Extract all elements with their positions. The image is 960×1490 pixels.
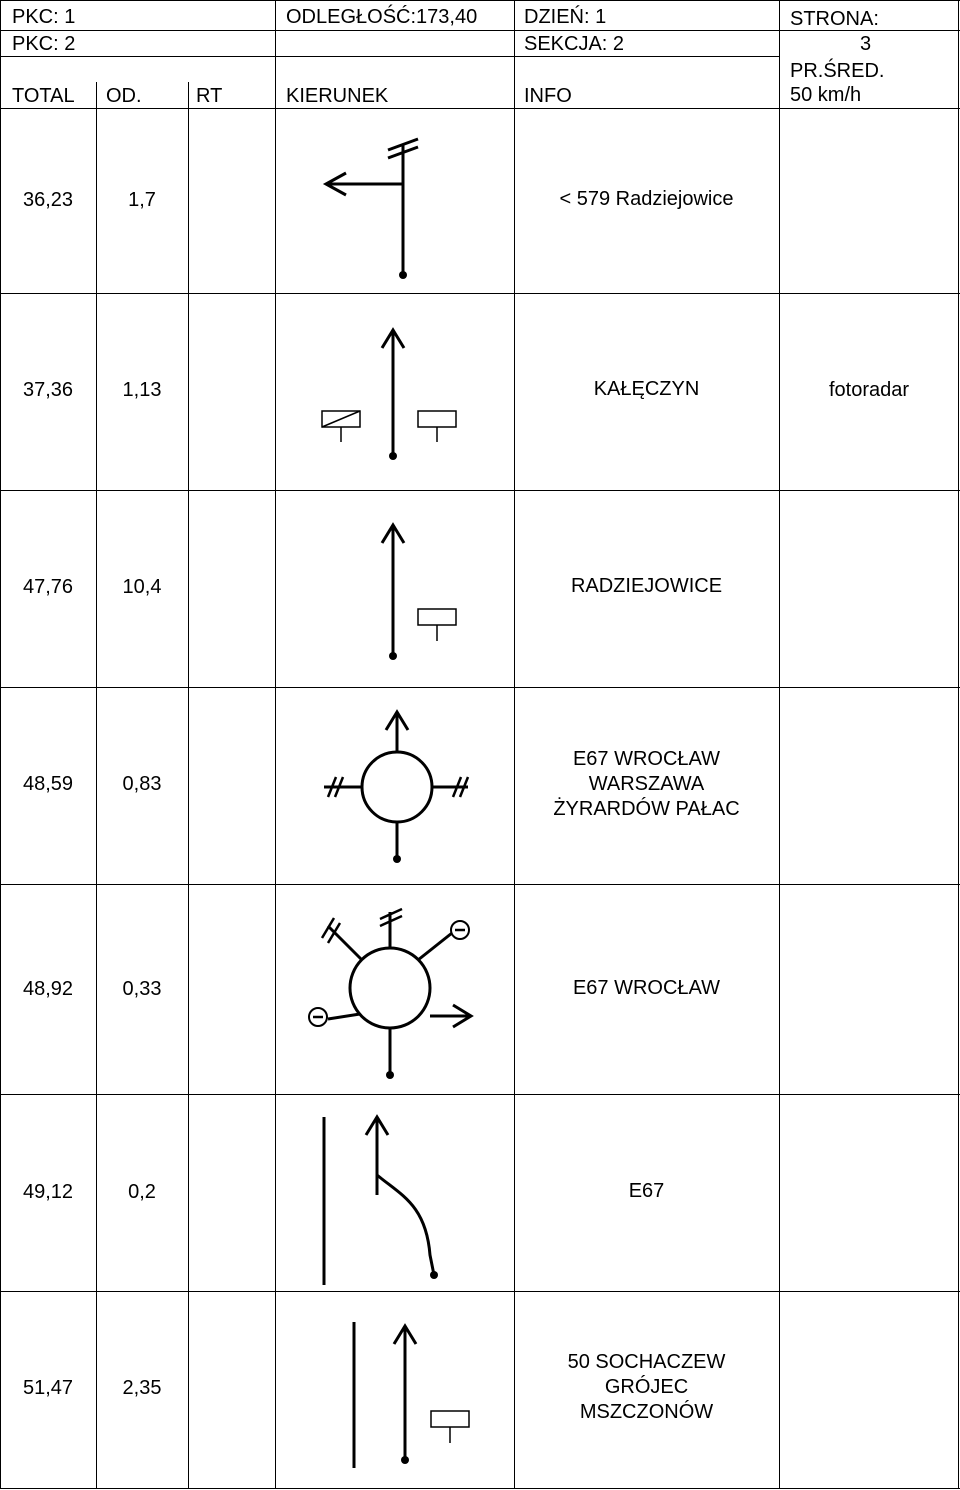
avg-speed-value: 50 km/h bbox=[790, 84, 862, 106]
row-2-extra: fotoradar bbox=[828, 379, 910, 401]
row-7-info bbox=[514, 1350, 779, 1425]
header-divider-1 bbox=[0, 30, 960, 31]
row-7-info-line-2: GRÓJEC bbox=[604, 1376, 689, 1398]
row-1-tulip-left-turn-icon bbox=[276, 109, 514, 293]
pkc-1: PKC: 1 bbox=[12, 6, 76, 28]
row-4-info-line-2: WARSZAWA bbox=[588, 773, 705, 795]
top-border bbox=[0, 0, 960, 1]
row-1-od: 1,7 bbox=[128, 189, 156, 211]
row-4-info-line-1: E67 WROCŁAW bbox=[572, 748, 721, 770]
row-1-info bbox=[514, 187, 779, 212]
row-6-od: 0,2 bbox=[128, 1181, 156, 1203]
row-2-info-line-1: KAŁĘCZYN bbox=[593, 378, 700, 400]
right-border bbox=[958, 0, 959, 1489]
row-3-tulip-straight-icon bbox=[276, 491, 514, 687]
row-6-info-line-1: E67 bbox=[628, 1180, 665, 1202]
row-7-od: 2,35 bbox=[122, 1377, 162, 1399]
row-6-tulip-merge-icon bbox=[276, 1095, 514, 1291]
row-4-tulip-roundabout-icon bbox=[276, 688, 514, 884]
column-header-rt: RT bbox=[196, 85, 223, 107]
column-header-info: INFO bbox=[524, 85, 572, 107]
row-5-info-line-1: E67 WROCŁAW bbox=[572, 977, 721, 999]
row-5-info bbox=[514, 976, 779, 1001]
left-border bbox=[0, 0, 1, 1489]
col-line-od bbox=[188, 82, 189, 1489]
row-3-total: 47,76 bbox=[22, 576, 74, 598]
row-5-od: 0,33 bbox=[122, 978, 162, 1000]
distance: ODLEGŁOŚĆ:173,40 bbox=[286, 6, 478, 28]
row-7-info-line-3: MSZCZONÓW bbox=[579, 1401, 714, 1423]
day: DZIEŃ: 1 bbox=[524, 6, 607, 28]
row-5-tulip-roundabout-exit-icon bbox=[276, 885, 514, 1094]
avg-speed-label: PR.ŚRED. bbox=[790, 60, 885, 82]
pkc-2: PKC: 2 bbox=[12, 33, 76, 55]
page-label: STRONA: bbox=[790, 8, 879, 30]
row-4-od: 0,83 bbox=[122, 773, 162, 795]
row-7-tulip-straight-icon bbox=[276, 1292, 514, 1488]
row-1-info-line-1: < 579 Radziejowice bbox=[559, 188, 734, 210]
bottom-border bbox=[0, 1488, 960, 1489]
column-header-od: OD. bbox=[106, 85, 142, 107]
row-6-total: 49,12 bbox=[22, 1181, 74, 1203]
row-3-od: 10,4 bbox=[122, 576, 162, 598]
row-7-total: 51,47 bbox=[22, 1377, 74, 1399]
row-1-total: 36,23 bbox=[22, 189, 74, 211]
row-5-total: 48,92 bbox=[22, 978, 74, 1000]
header-divider-2 bbox=[0, 56, 780, 57]
row-4-total: 48,59 bbox=[22, 773, 74, 795]
column-header-direction: KIERUNEK bbox=[286, 85, 389, 107]
row-4-info-line-3: ŻYRARDÓW PAŁAC bbox=[553, 798, 740, 820]
col-line-info bbox=[779, 0, 780, 1489]
row-2-total: 37,36 bbox=[22, 379, 74, 401]
row-3-info-line-1: RADZIEJOWICE bbox=[570, 575, 723, 597]
col-line-direction bbox=[514, 0, 515, 1489]
row-4-info bbox=[514, 747, 779, 822]
row-7-info-line-1: 50 SOCHACZEW bbox=[567, 1351, 726, 1373]
column-header-total: TOTAL bbox=[12, 85, 75, 107]
row-6-info bbox=[514, 1179, 779, 1204]
row-3-info bbox=[514, 574, 779, 599]
row-2-tulip-straight-speed-camera-icon bbox=[276, 294, 514, 490]
row-2-info bbox=[514, 377, 779, 402]
section: SEKCJA: 2 bbox=[524, 33, 625, 55]
page-number: 3 bbox=[860, 33, 872, 55]
row-2-od: 1,13 bbox=[122, 379, 162, 401]
